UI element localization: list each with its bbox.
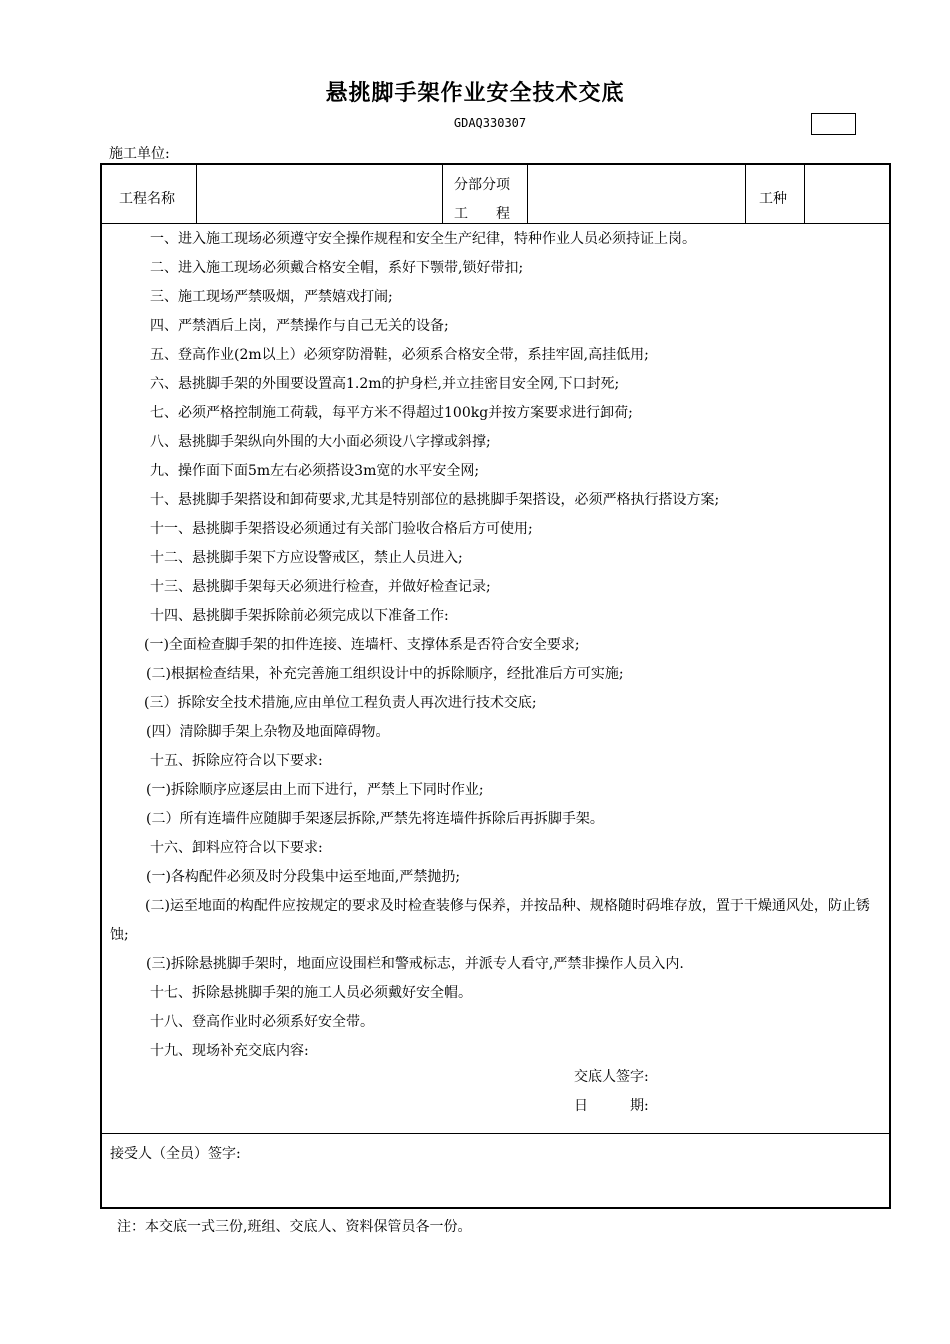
disclosure-date-label: 日 期: <box>574 1098 649 1114</box>
receiver-row-divider <box>102 1133 889 1134</box>
header-row-divider <box>102 223 889 224</box>
content-line: 九、操作面下面5m左右必须搭设3m宽的水平安全网; <box>150 463 480 479</box>
content-line: 十二、悬挑脚手架下方应设警戒区，禁止人员进入; <box>150 550 463 566</box>
content-line: 十六、卸料应符合以下要求: <box>150 840 323 856</box>
work-type-field[interactable] <box>805 166 889 223</box>
content-line: 十、悬挑脚手架搭设和卸荷要求,尤其是特别部位的悬挑脚手架搭设，必须严格执行搭设方案; <box>150 492 720 508</box>
footnote: 注：本交底一式三份,班组、交底人、资料保管员各一份。 <box>117 1219 472 1235</box>
disclosure-content <box>110 225 885 1066</box>
discloser-signature-label: 交底人签字: <box>574 1069 649 1085</box>
content-line: 十五、拆除应符合以下要求: <box>150 753 323 769</box>
content-line: (一)全面检查脚手架的扣件连接、连墙杆、支撑体系是否符合安全要求; <box>144 637 580 653</box>
content-line: (二)根据检查结果，补充完善施工组织设计中的拆除顺序，经批准后方可实施; <box>146 666 624 682</box>
content-line: (四）清除脚手架上杂物及地面障碍物。 <box>146 724 390 740</box>
disclosure-form-table <box>100 163 891 1209</box>
project-name-label: 工程名称 <box>119 191 175 207</box>
header-divider <box>442 165 443 223</box>
content-line: 十七、拆除悬挑脚手架的施工人员必须戴好安全帽。 <box>150 985 472 1001</box>
sub-project-label: 分部分项 <box>454 177 510 193</box>
content-line: (三）拆除安全技术措施,应由单位工程负责人再次进行技术交底; <box>144 695 537 711</box>
receiver-signature-label: 接受人（全员）签字: <box>110 1146 241 1162</box>
content-line: (二)运至地面的构配件应按规定的要求及时检查装修与保养，并按品种、规格随时码堆存放，置于干燥通风处，防止锈蚀; <box>110 898 870 943</box>
content-line: (一)各构配件必须及时分段集中运至地面,严禁抛扔; <box>146 869 461 885</box>
content-line: 七、必须严格控制施工荷载，每平方米不得超过100kg并按方案要求进行卸荷; <box>150 405 633 421</box>
content-line: 二、进入施工现场必须戴合格安全帽，系好下颚带,锁好带扣; <box>150 260 524 276</box>
sub-project-field[interactable] <box>528 166 745 223</box>
content-line: 十三、悬挑脚手架每天必须进行检查，并做好检查记录; <box>150 579 491 595</box>
content-line: 八、悬挑脚手架纵向外围的大小面必须设八字撑或斜撑; <box>150 434 491 450</box>
content-line: (一)拆除顺序应逐层由上而下进行，严禁上下同时作业; <box>146 782 484 798</box>
document-title: 悬挑脚手架作业安全技术交底 <box>325 81 625 106</box>
content-line: 四、严禁酒后上岗，严禁操作与自己无关的设备; <box>150 318 449 334</box>
content-line: 十一、悬挑脚手架搭设必须通过有关部门验收合格后方可使用; <box>150 521 533 537</box>
content-line: 三、施工现场严禁吸烟，严禁嬉戏打闹; <box>150 289 393 305</box>
content-line: 十九、现场补充交底内容: <box>150 1043 309 1059</box>
work-type-label: 工种 <box>759 191 787 207</box>
content-line: (二）所有连墙件应随脚手架逐层拆除,严禁先将连墙件拆除后再拆脚手架。 <box>146 811 604 827</box>
content-line: (三)拆除悬挑脚手架时，地面应设围栏和警戒标志，并派专人看守,严禁非操作人员入内. <box>146 956 684 972</box>
page-number-box[interactable] <box>811 113 856 135</box>
content-line: 十四、悬挑脚手架拆除前必须完成以下准备工作: <box>150 608 449 624</box>
content-line: 一、进入施工现场必须遵守安全操作规程和安全生产纪律，特种作业人员必须持证上岗。 <box>150 231 696 247</box>
sub-project-label-2: 工 程 <box>454 206 510 222</box>
header-divider <box>745 165 746 223</box>
construction-unit-label: 施工单位: <box>109 146 170 162</box>
content-line: 五、登高作业(2m以上）必须穿防滑鞋，必须系合格安全带，系挂牢固,高挂低用; <box>150 347 649 363</box>
content-line: 六、悬挑脚手架的外围要设置高1.2m的护身栏,并立挂密目安全网,下口封死; <box>150 376 620 392</box>
project-name-field[interactable] <box>197 166 442 223</box>
content-line: 十八、登高作业时必须系好安全带。 <box>150 1014 374 1030</box>
form-code: GDAQ330307 <box>453 116 527 130</box>
